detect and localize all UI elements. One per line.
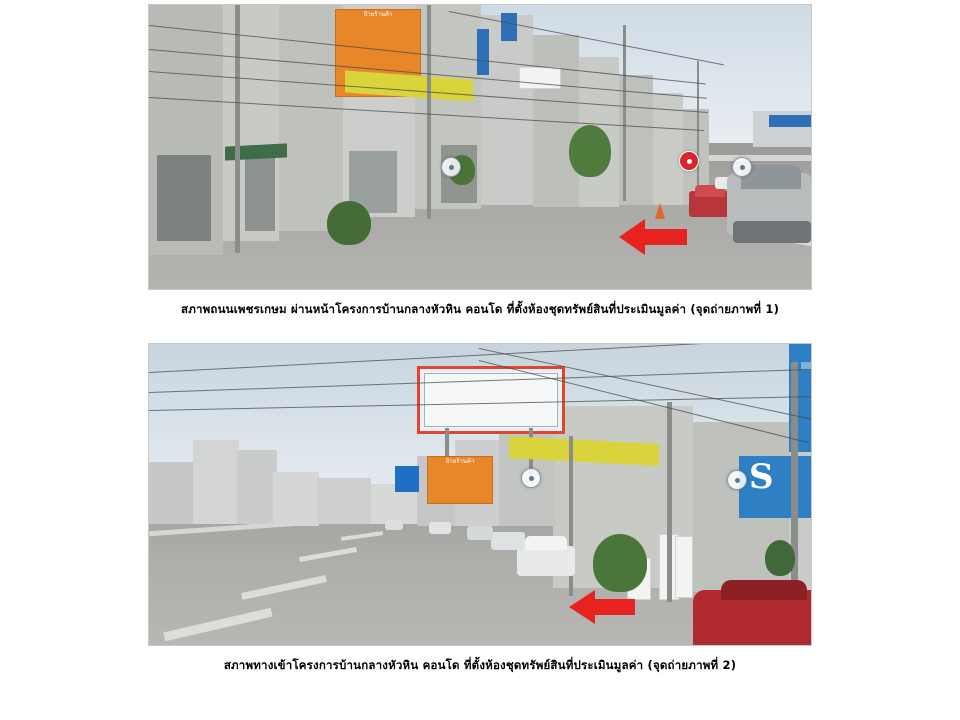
figure-2-photo [148, 343, 812, 646]
building-far [237, 450, 277, 524]
figure-1 [148, 4, 812, 317]
streetview-nav-dot[interactable] [521, 468, 541, 488]
car-white [467, 526, 493, 540]
utility-pole [427, 5, 431, 219]
tree [569, 125, 611, 177]
car-white [429, 522, 451, 534]
banner-white [675, 536, 693, 598]
figure-2-caption: สภาพทางเข้าโครงการบ้านกลางหัวหิน คอนโด ที่ตั้งห้องชุดทรัพย์สินที่ประเมินมูลค่า (จุดถ่ายภาพที่ 2) [223, 658, 737, 672]
utility-pole [235, 5, 240, 253]
shop-sign-top-text: ป้ายร้านค้า [363, 11, 393, 18]
blue-sign [395, 466, 419, 492]
vertical-blue-sign [477, 29, 489, 75]
utility-pole [667, 402, 672, 602]
car-white-roof [525, 536, 567, 550]
utility-pole [623, 25, 626, 201]
car-red-roof [721, 580, 807, 600]
streetview-marker-red[interactable] [679, 151, 699, 171]
streetview-nav-dot[interactable] [441, 157, 461, 177]
road-edge-line [709, 155, 812, 161]
tree [765, 540, 795, 576]
streetview-nav-dot[interactable] [727, 470, 747, 490]
streetview-nav-dot[interactable] [732, 157, 752, 177]
blue-sign [501, 13, 517, 41]
tree [327, 201, 371, 245]
building-far [273, 472, 319, 526]
figure-1-photo [148, 4, 812, 290]
figure-1-caption: สภาพถนนเพชรเกษม ผ่านหน้าโครงการบ้านกลางหัวหิน คอนโด ที่ตั้งห้องชุดทรัพย์สินที่ประเมินมูลค่า (จุดถ่ายภาพที่ 1) [180, 302, 780, 316]
tree [593, 534, 647, 592]
car-far [385, 520, 403, 530]
shop-front [157, 155, 211, 241]
red-left-arrow [569, 588, 635, 626]
building-far [149, 462, 197, 524]
car-white [491, 532, 525, 550]
building-far [317, 478, 371, 524]
blue-sign [769, 115, 812, 127]
white-sign [519, 67, 561, 89]
shop-letter-s: S [749, 457, 774, 497]
building-far [193, 440, 239, 524]
red-left-arrow [619, 217, 687, 257]
shop-sign-orange [427, 456, 493, 504]
figure-2 [148, 343, 812, 673]
car-white [517, 546, 575, 576]
shop-front [245, 155, 275, 231]
shop-sign-top-text: ป้ายร้านค้า [445, 458, 475, 465]
pickup-truck-shadow [733, 221, 811, 243]
